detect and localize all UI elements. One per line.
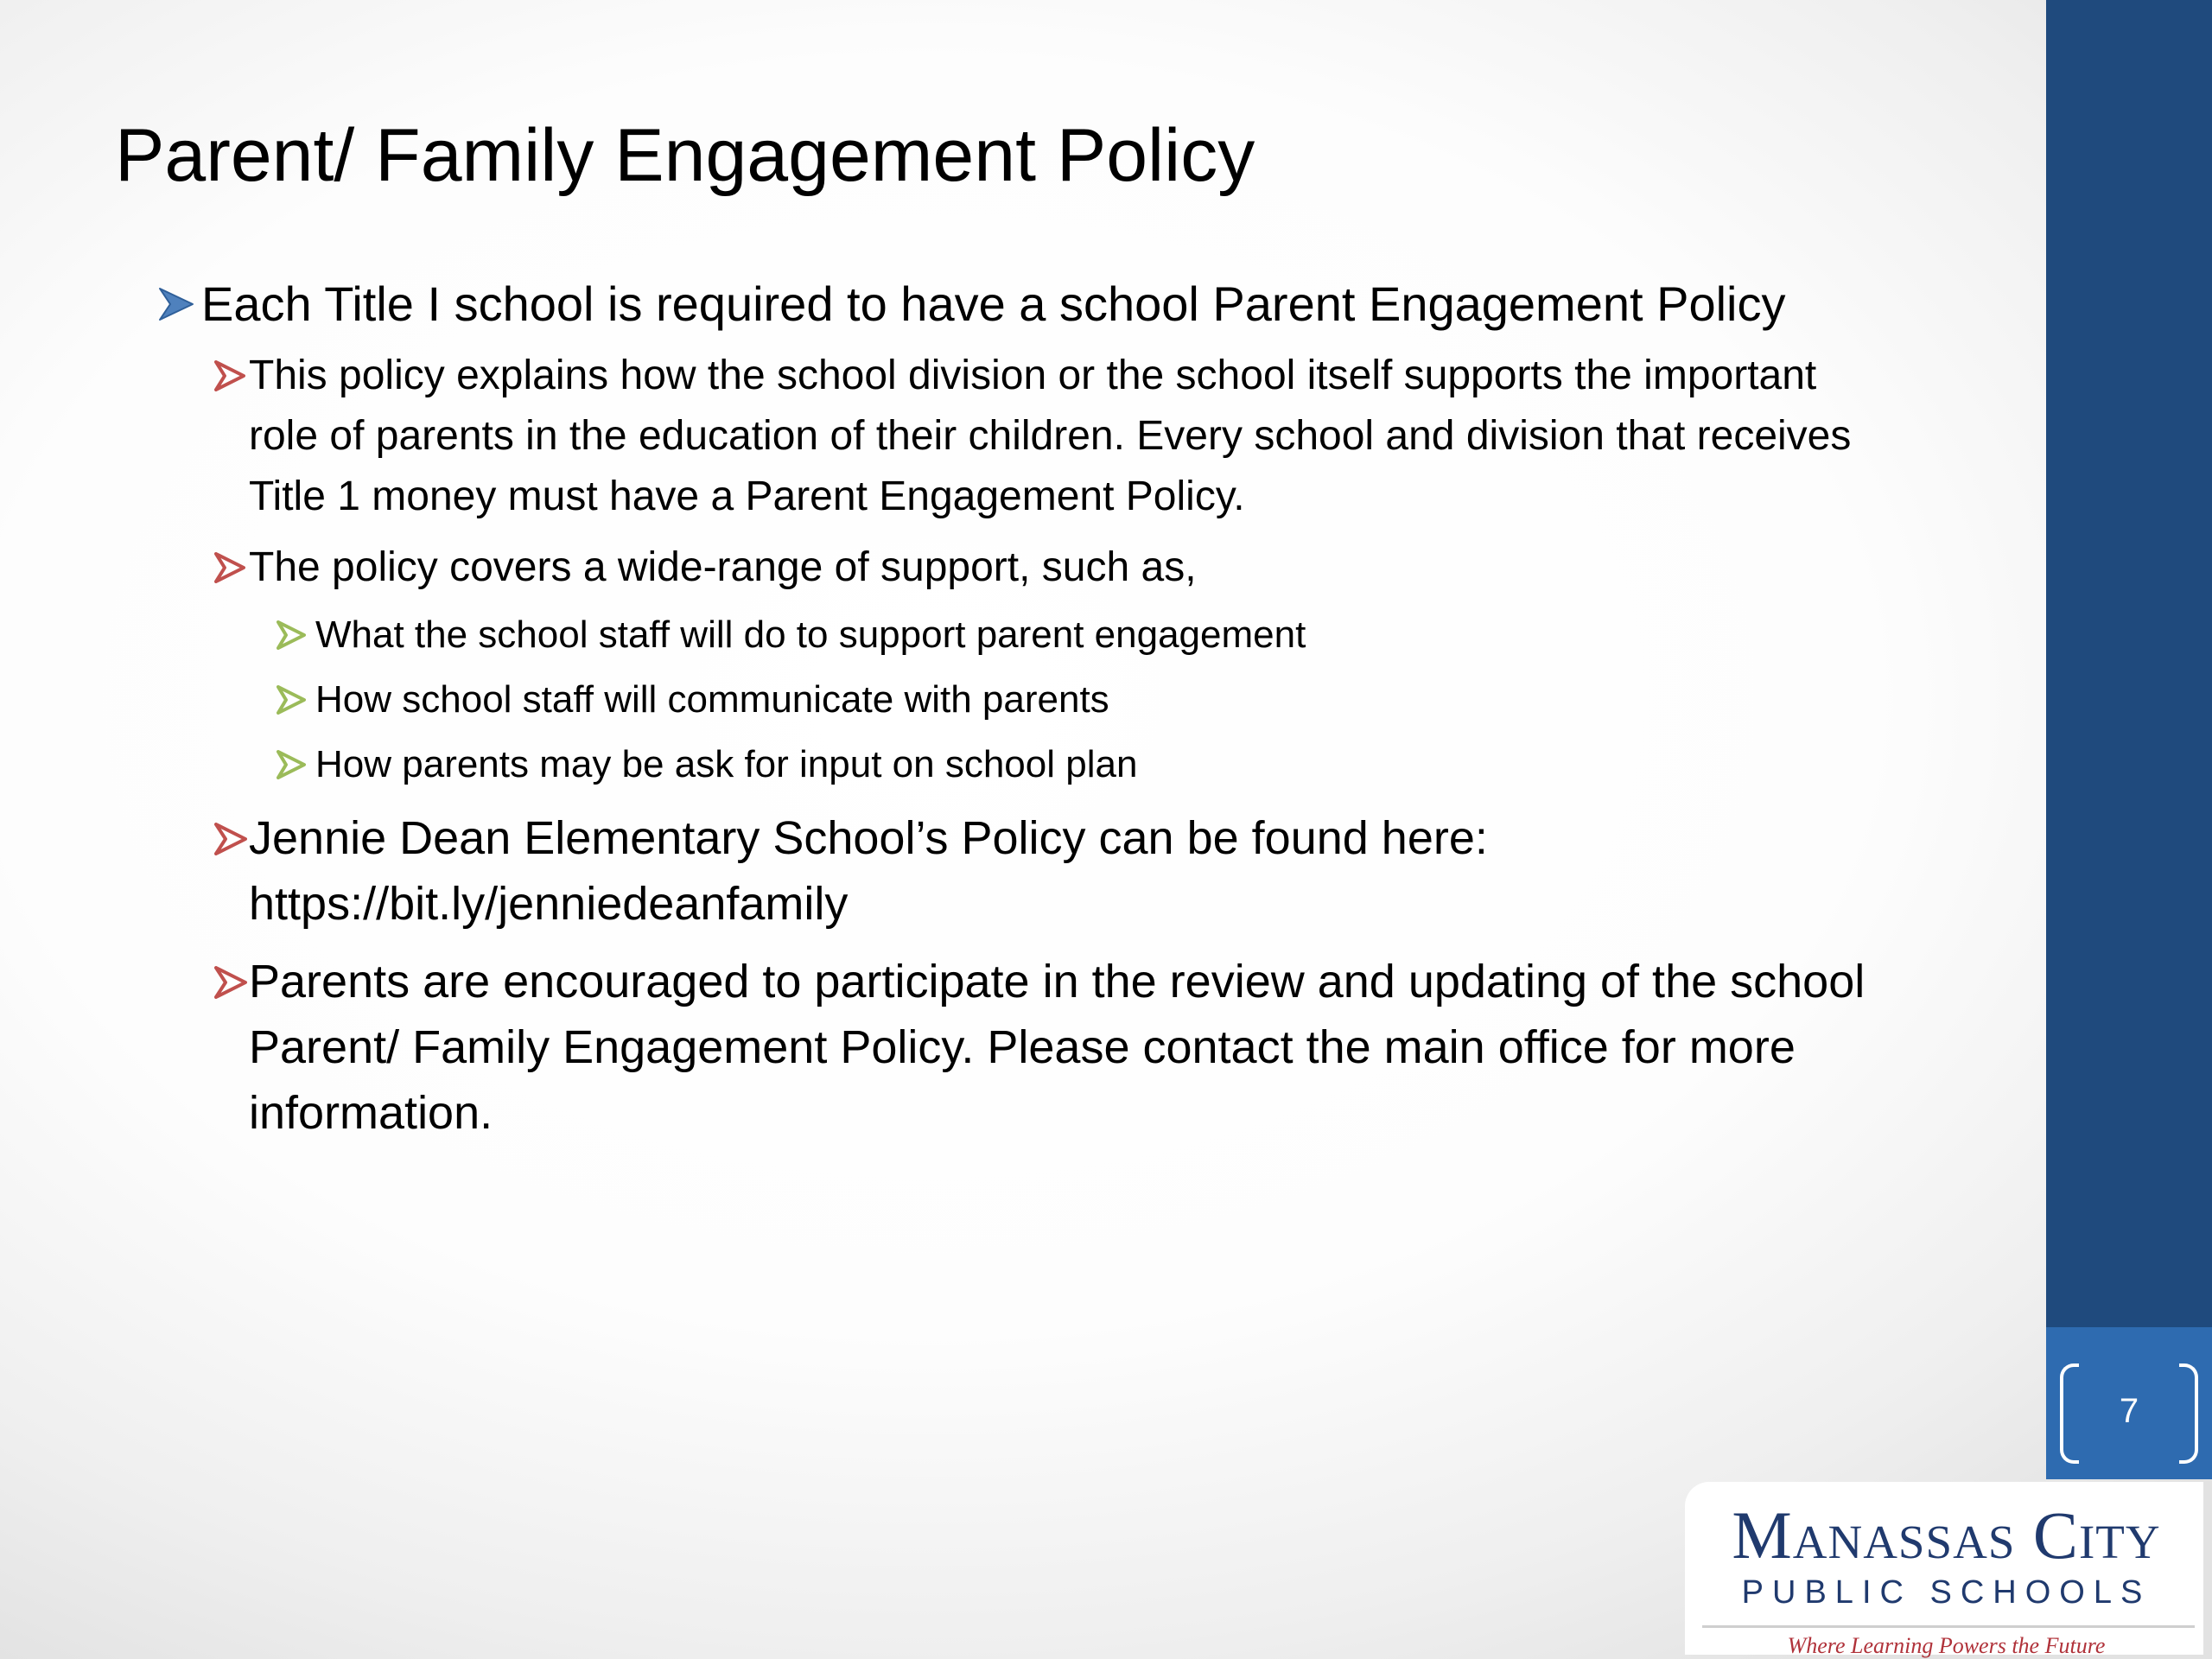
arrow-bullet-icon <box>214 360 245 391</box>
bullet-text: Each Title I school is required to have a school Parent Engagement Policy <box>201 276 1786 331</box>
logo-name: Manassas City <box>1732 1497 2161 1573</box>
slide-title: Parent/ Family Engagement Policy <box>115 114 1255 197</box>
bullet-level-2 <box>214 346 1891 527</box>
bullet-level-1 <box>158 273 1785 335</box>
bullet-level-2 <box>214 949 1942 1146</box>
bullet-level-3 <box>276 603 1306 667</box>
bullet-text-with-link[interactable]: Jennie Dean Elementary School’s Policy can be found here: https://bit.ly/jenniedeanfamily <box>249 812 1488 930</box>
bullet-text: How school staff will communicate with parents <box>315 678 1109 721</box>
logo-subtitle: PUBLIC SCHOOLS <box>1741 1574 2152 1611</box>
arrow-bullet-icon <box>276 685 306 715</box>
bullet-level-3 <box>276 733 1137 797</box>
arrow-bullet-icon <box>276 750 306 779</box>
bullet-level-3 <box>276 668 1109 732</box>
arrow-bullet-icon <box>214 966 247 999</box>
bullet-text: This policy explains how the school division or the school itself supports the important role of parents in the education of their children. Every school and division that receives Title 1 money must have a Parent Engagement Policy. <box>249 353 1852 519</box>
bullet-level-2 <box>214 537 1891 598</box>
logo-divider <box>1702 1625 2195 1628</box>
arrow-bullet-icon <box>276 620 306 650</box>
school-logo <box>1685 1482 2203 1658</box>
bullet-text: Parents are encouraged to participate in the review and updating of the school Parent/ Family Engagement Policy. Please contact the main office for more information. <box>249 956 1866 1139</box>
arrow-bullet-icon <box>214 552 245 583</box>
page-number-box <box>2046 1327 2212 1479</box>
arrow-bullet-icon <box>158 287 194 321</box>
logo-tagline: Where Learning Powers the Future <box>1787 1633 2106 1658</box>
arrow-bullet-icon <box>214 823 247 855</box>
bullet-text: How parents may be ask for input on school plan <box>315 743 1138 785</box>
side-accent-bar <box>2046 0 2212 1327</box>
bullet-level-2 <box>214 805 1700 937</box>
page-number: 7 <box>2119 1392 2139 1430</box>
bullet-text: The policy covers a wide-range of support, such as, <box>249 544 1197 590</box>
bullet-text: What the school staff will do to support parent engagement <box>315 613 1306 656</box>
